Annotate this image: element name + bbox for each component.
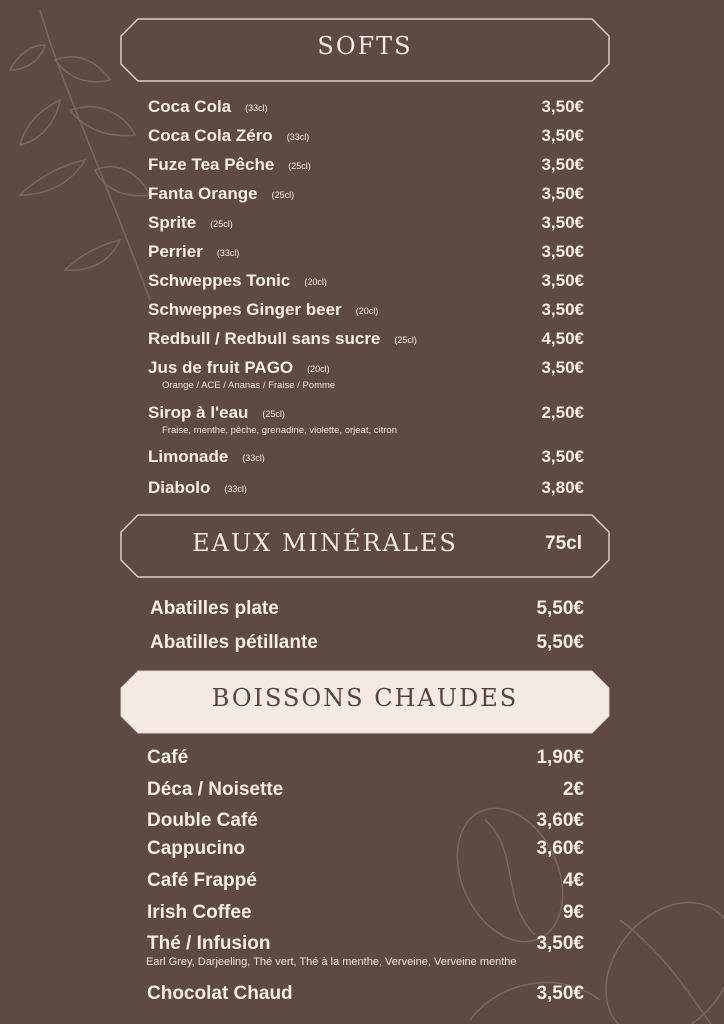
item-name bbox=[147, 983, 293, 1005]
item-volume: (25cl) bbox=[394, 334, 417, 345]
softs-item bbox=[0, 271, 724, 297]
chaudes-item bbox=[0, 902, 724, 928]
item-label: Redbull / Redbull sans sucre bbox=[148, 329, 381, 348]
item-price: 2,50€ bbox=[541, 403, 584, 422]
item-label: Schweppes Tonic bbox=[148, 271, 291, 290]
item-label: Irish Coffee bbox=[147, 902, 252, 923]
item-label: Déca / Noisette bbox=[147, 779, 284, 800]
item-name bbox=[147, 810, 258, 832]
softs-banner bbox=[120, 18, 610, 82]
item-price: 3,50€ bbox=[541, 184, 584, 203]
item-detail: Fraise, menthe, pêche, grenadine, violette, orjeat, citron bbox=[162, 425, 397, 436]
softs-item bbox=[0, 329, 724, 355]
item-name bbox=[150, 632, 318, 654]
item-label: Diabolo bbox=[148, 478, 211, 497]
item-name bbox=[148, 213, 233, 233]
item-price: 3,50€ bbox=[541, 358, 584, 377]
softs-item bbox=[0, 126, 724, 152]
item-volume: (25cl) bbox=[262, 408, 285, 419]
chaudes-item bbox=[0, 779, 724, 805]
item-label: Sirop à l'eau bbox=[148, 403, 249, 422]
item-label: Cappucino bbox=[147, 838, 246, 859]
item-price: 3,60€ bbox=[536, 810, 584, 831]
item-name bbox=[148, 242, 239, 262]
item-volume: (25cl) bbox=[288, 160, 311, 171]
chaudes-banner bbox=[120, 670, 610, 734]
chaudes-item bbox=[0, 933, 724, 968]
item-name bbox=[148, 184, 294, 204]
item-label: Double Café bbox=[147, 810, 258, 831]
chaudes-item bbox=[0, 983, 724, 1009]
softs-item bbox=[0, 447, 724, 473]
item-label: Chocolat Chaud bbox=[147, 983, 293, 1004]
item-price: 5,50€ bbox=[536, 632, 584, 653]
item-name bbox=[148, 478, 247, 498]
chaudes-item bbox=[0, 838, 724, 864]
item-volume: (20cl) bbox=[304, 276, 327, 287]
item-price: 3,50€ bbox=[541, 271, 584, 290]
chaudes-title: BOISSONS CHAUDES bbox=[211, 684, 519, 712]
item-label: Jus de fruit PAGO bbox=[148, 358, 294, 377]
softs-item bbox=[0, 184, 724, 210]
item-volume: (33cl) bbox=[242, 452, 265, 463]
eaux-volume: 75cl bbox=[545, 533, 582, 554]
eaux-item bbox=[0, 632, 724, 658]
item-price: 3,50€ bbox=[536, 983, 584, 1004]
item-label: Coca Cola Zéro bbox=[148, 126, 273, 145]
item-price: 5,50€ bbox=[536, 598, 584, 619]
item-name bbox=[147, 933, 271, 955]
softs-item bbox=[0, 358, 724, 391]
item-name bbox=[147, 779, 283, 801]
item-price: 3,50€ bbox=[541, 447, 584, 466]
item-label: Café Frappé bbox=[147, 870, 257, 891]
item-price: 4€ bbox=[562, 870, 584, 891]
item-label: Abatilles plate bbox=[150, 598, 279, 619]
softs-item bbox=[0, 155, 724, 181]
item-volume: (20cl) bbox=[355, 305, 379, 316]
item-label: Abatilles pétillante bbox=[150, 632, 318, 653]
item-price: 3,50€ bbox=[541, 213, 584, 232]
softs-item bbox=[0, 97, 724, 123]
softs-item bbox=[0, 478, 724, 504]
item-name bbox=[148, 447, 265, 467]
item-price: 4,50€ bbox=[541, 329, 584, 348]
item-price: 2€ bbox=[562, 779, 584, 800]
item-label: Schweppes Ginger beer bbox=[148, 300, 342, 319]
chaudes-item bbox=[0, 747, 724, 773]
item-label: Café bbox=[147, 747, 189, 768]
item-name bbox=[148, 358, 330, 378]
softs-item bbox=[0, 300, 724, 326]
item-label: Sprite bbox=[148, 213, 197, 232]
item-name bbox=[147, 838, 245, 860]
item-label: Limonade bbox=[148, 447, 229, 466]
item-name bbox=[148, 155, 311, 175]
item-price: 3,80€ bbox=[541, 478, 584, 497]
item-price: 3,50€ bbox=[541, 300, 584, 319]
item-label: Fuze Tea Pêche bbox=[148, 155, 275, 174]
item-detail: Orange / ACE / Ananas / Fraise / Pomme bbox=[162, 380, 336, 391]
item-price: 3,50€ bbox=[541, 155, 584, 174]
item-label: Perrier bbox=[148, 242, 203, 261]
eaux-banner bbox=[120, 514, 610, 578]
item-volume: (33cl) bbox=[224, 483, 247, 494]
item-volume: (33cl) bbox=[245, 102, 268, 113]
item-volume: (33cl) bbox=[286, 131, 310, 142]
item-price: 1,90€ bbox=[536, 747, 584, 768]
item-price: 9€ bbox=[562, 902, 584, 923]
chaudes-item bbox=[0, 870, 724, 896]
eaux-title: EAUX MINÉRALES bbox=[192, 529, 458, 557]
softs-title: SOFTS bbox=[317, 32, 413, 60]
item-volume: (20cl) bbox=[307, 363, 330, 374]
softs-item bbox=[0, 242, 724, 268]
item-price: 3,50€ bbox=[541, 242, 584, 261]
item-name bbox=[148, 329, 417, 349]
item-volume: (25cl) bbox=[271, 189, 295, 200]
chaudes-item bbox=[0, 810, 724, 836]
item-price: 3,50€ bbox=[541, 126, 584, 145]
item-volume: (25cl) bbox=[210, 218, 233, 229]
eaux-item bbox=[0, 598, 724, 624]
item-label: Fanta Orange bbox=[148, 184, 258, 203]
softs-item bbox=[0, 213, 724, 239]
item-name bbox=[150, 598, 279, 620]
item-name bbox=[148, 271, 327, 291]
item-name bbox=[148, 300, 378, 320]
item-name bbox=[148, 97, 268, 117]
item-name bbox=[148, 126, 309, 146]
item-price: 3,60€ bbox=[536, 838, 584, 859]
item-label: Thé / Infusion bbox=[147, 933, 271, 954]
item-name bbox=[147, 870, 257, 892]
item-name bbox=[148, 403, 285, 423]
item-name bbox=[147, 902, 252, 924]
item-label: Coca Cola bbox=[148, 97, 232, 116]
item-name bbox=[147, 747, 188, 769]
item-price: 3,50€ bbox=[536, 933, 584, 954]
item-detail: Earl Grey, Darjeeling, Thé vert, Thé à la menthe, Verveine, Verveine menthe bbox=[146, 956, 517, 968]
softs-item bbox=[0, 403, 724, 436]
item-price: 3,50€ bbox=[541, 97, 584, 116]
item-volume: (33cl) bbox=[216, 247, 240, 258]
